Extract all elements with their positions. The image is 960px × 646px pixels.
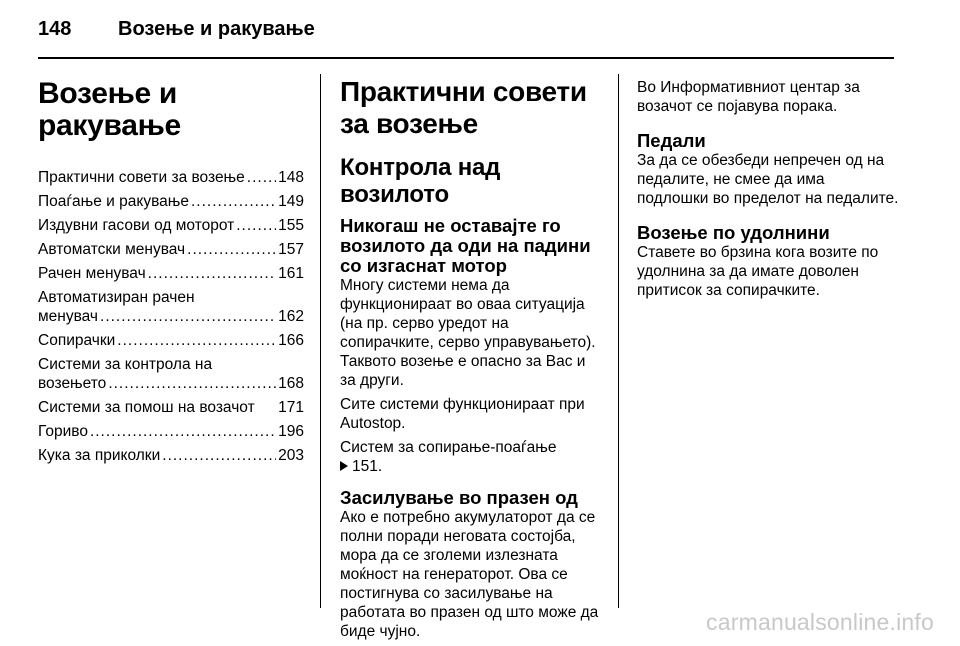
toc-entry-label: Поаѓање и ракување [38, 193, 189, 210]
paragraph: Во Информативниот центар за возачот се појавува порака. [637, 79, 860, 115]
toc-entry-label-line1: Автоматизиран рачен [38, 289, 195, 306]
running-title: Возење и ракување [118, 17, 315, 40]
toc-entry-page: 161 [278, 265, 304, 282]
toc-entry-label: Системи за помош на возачот [38, 399, 255, 416]
toc-entry-label: Издувни гасови од моторот [38, 217, 235, 234]
toc-entry-page: 162 [278, 308, 304, 325]
paragraph: Ставете во брзина кога возите по удолнина за да имате доволен притисок за сопирачките. [637, 244, 879, 299]
toc-entry-page: 149 [278, 193, 304, 210]
chapter-title: Возење и ракување [38, 77, 181, 142]
toc-entry-page: 148 [278, 169, 304, 186]
heading-engine-off: Никогаш не оставајте го возилото да оди на падини со изгаснат мотор [340, 215, 591, 276]
toc-entry[interactable] [38, 331, 304, 350]
toc-entry[interactable] [38, 398, 304, 417]
toc-entry-page: 157 [278, 241, 304, 258]
toc-entry-label: Автоматски менувач [38, 241, 186, 258]
paragraph: Сите системи функционираат при Autostop. [340, 396, 585, 432]
toc-leader-dots [187, 240, 276, 259]
toc-leader-dots [162, 446, 276, 465]
column-divider-1 [320, 74, 321, 608]
reference-arrow-icon [340, 461, 348, 471]
toc-entry-page: 196 [278, 423, 304, 440]
toc-entry[interactable] [38, 288, 304, 326]
table-of-contents [38, 168, 304, 465]
page-reference[interactable] [340, 457, 605, 476]
stop-start-label: Систем за сопирање-поаѓање [340, 439, 557, 456]
toc-entry-label: Рачен менувач [38, 265, 146, 282]
paragraph [340, 438, 605, 457]
toc-entry-page: 168 [278, 375, 304, 392]
watermark: carmanualsonline.info [706, 609, 934, 635]
heading-downhill: Возење по удолнини [637, 222, 830, 243]
header-rule [38, 57, 894, 59]
heading-pedals: Педали [637, 130, 706, 151]
toc-entry-label: Гориво [38, 423, 88, 440]
toc-entry-label: Кука за приколки [38, 447, 161, 464]
toc-entry[interactable] [38, 168, 304, 187]
toc-entry[interactable] [38, 446, 304, 465]
column-divider-2 [618, 74, 619, 608]
toc-entry[interactable] [38, 192, 304, 211]
toc-leader-dots [247, 168, 276, 187]
toc-leader-dots [100, 307, 276, 326]
reference-page: 151. [352, 458, 383, 475]
subsection-title: Контрола над возилото [340, 154, 501, 208]
toc-leader-dots [148, 264, 276, 283]
toc-leader-dots [90, 422, 276, 441]
toc-leader-dots [108, 374, 276, 393]
toc-entry[interactable] [38, 422, 304, 441]
toc-entry-page: 166 [278, 332, 304, 349]
paragraph: Ако е потребно акумулаторот да се полни поради неговата состојба, мора да се зголеми излезната моќност на генераторот. Ова се постигнува со засилување на работата во празен од што може да биде чујно. [340, 509, 599, 640]
toc-entry-label-line1: Системи за контрола на [38, 356, 213, 373]
chapter-column [38, 74, 304, 470]
toc-entry-label: менувач [38, 308, 99, 325]
toc-entry[interactable] [38, 216, 304, 235]
paragraph: За да се обезбеди непречен од на педалите, не смее да има подлошки во пределот на педалите. [637, 152, 899, 207]
toc-leader-dots [236, 216, 276, 235]
content-column-2 [340, 74, 605, 646]
toc-entry[interactable] [38, 355, 304, 393]
toc-leader-dots [191, 192, 276, 211]
toc-leader-dots [117, 331, 276, 350]
paragraph: Многу системи нема да функционираат во оваа ситуација (на пр. серво уредот на сопирачките, серво управувањето). Таквото возење е опасно за Вас и за други. [340, 277, 596, 389]
toc-entry-label: Практични совети за возење [38, 169, 245, 186]
toc-entry-page: 155 [278, 217, 304, 234]
page-header [38, 14, 315, 44]
toc-entry[interactable] [38, 240, 304, 259]
heading-idle-boost: Засилување во празен од [340, 487, 578, 508]
section-title: Практични совети за возење [340, 76, 587, 139]
toc-entry-page: 203 [278, 447, 304, 464]
content-column-3 [637, 74, 899, 305]
toc-entry[interactable] [38, 264, 304, 283]
toc-entry-label: возењето [38, 375, 107, 392]
page-number: 148 [38, 17, 72, 40]
toc-entry-label: Сопирачки [38, 332, 116, 349]
toc-entry-page: 171 [278, 399, 304, 416]
